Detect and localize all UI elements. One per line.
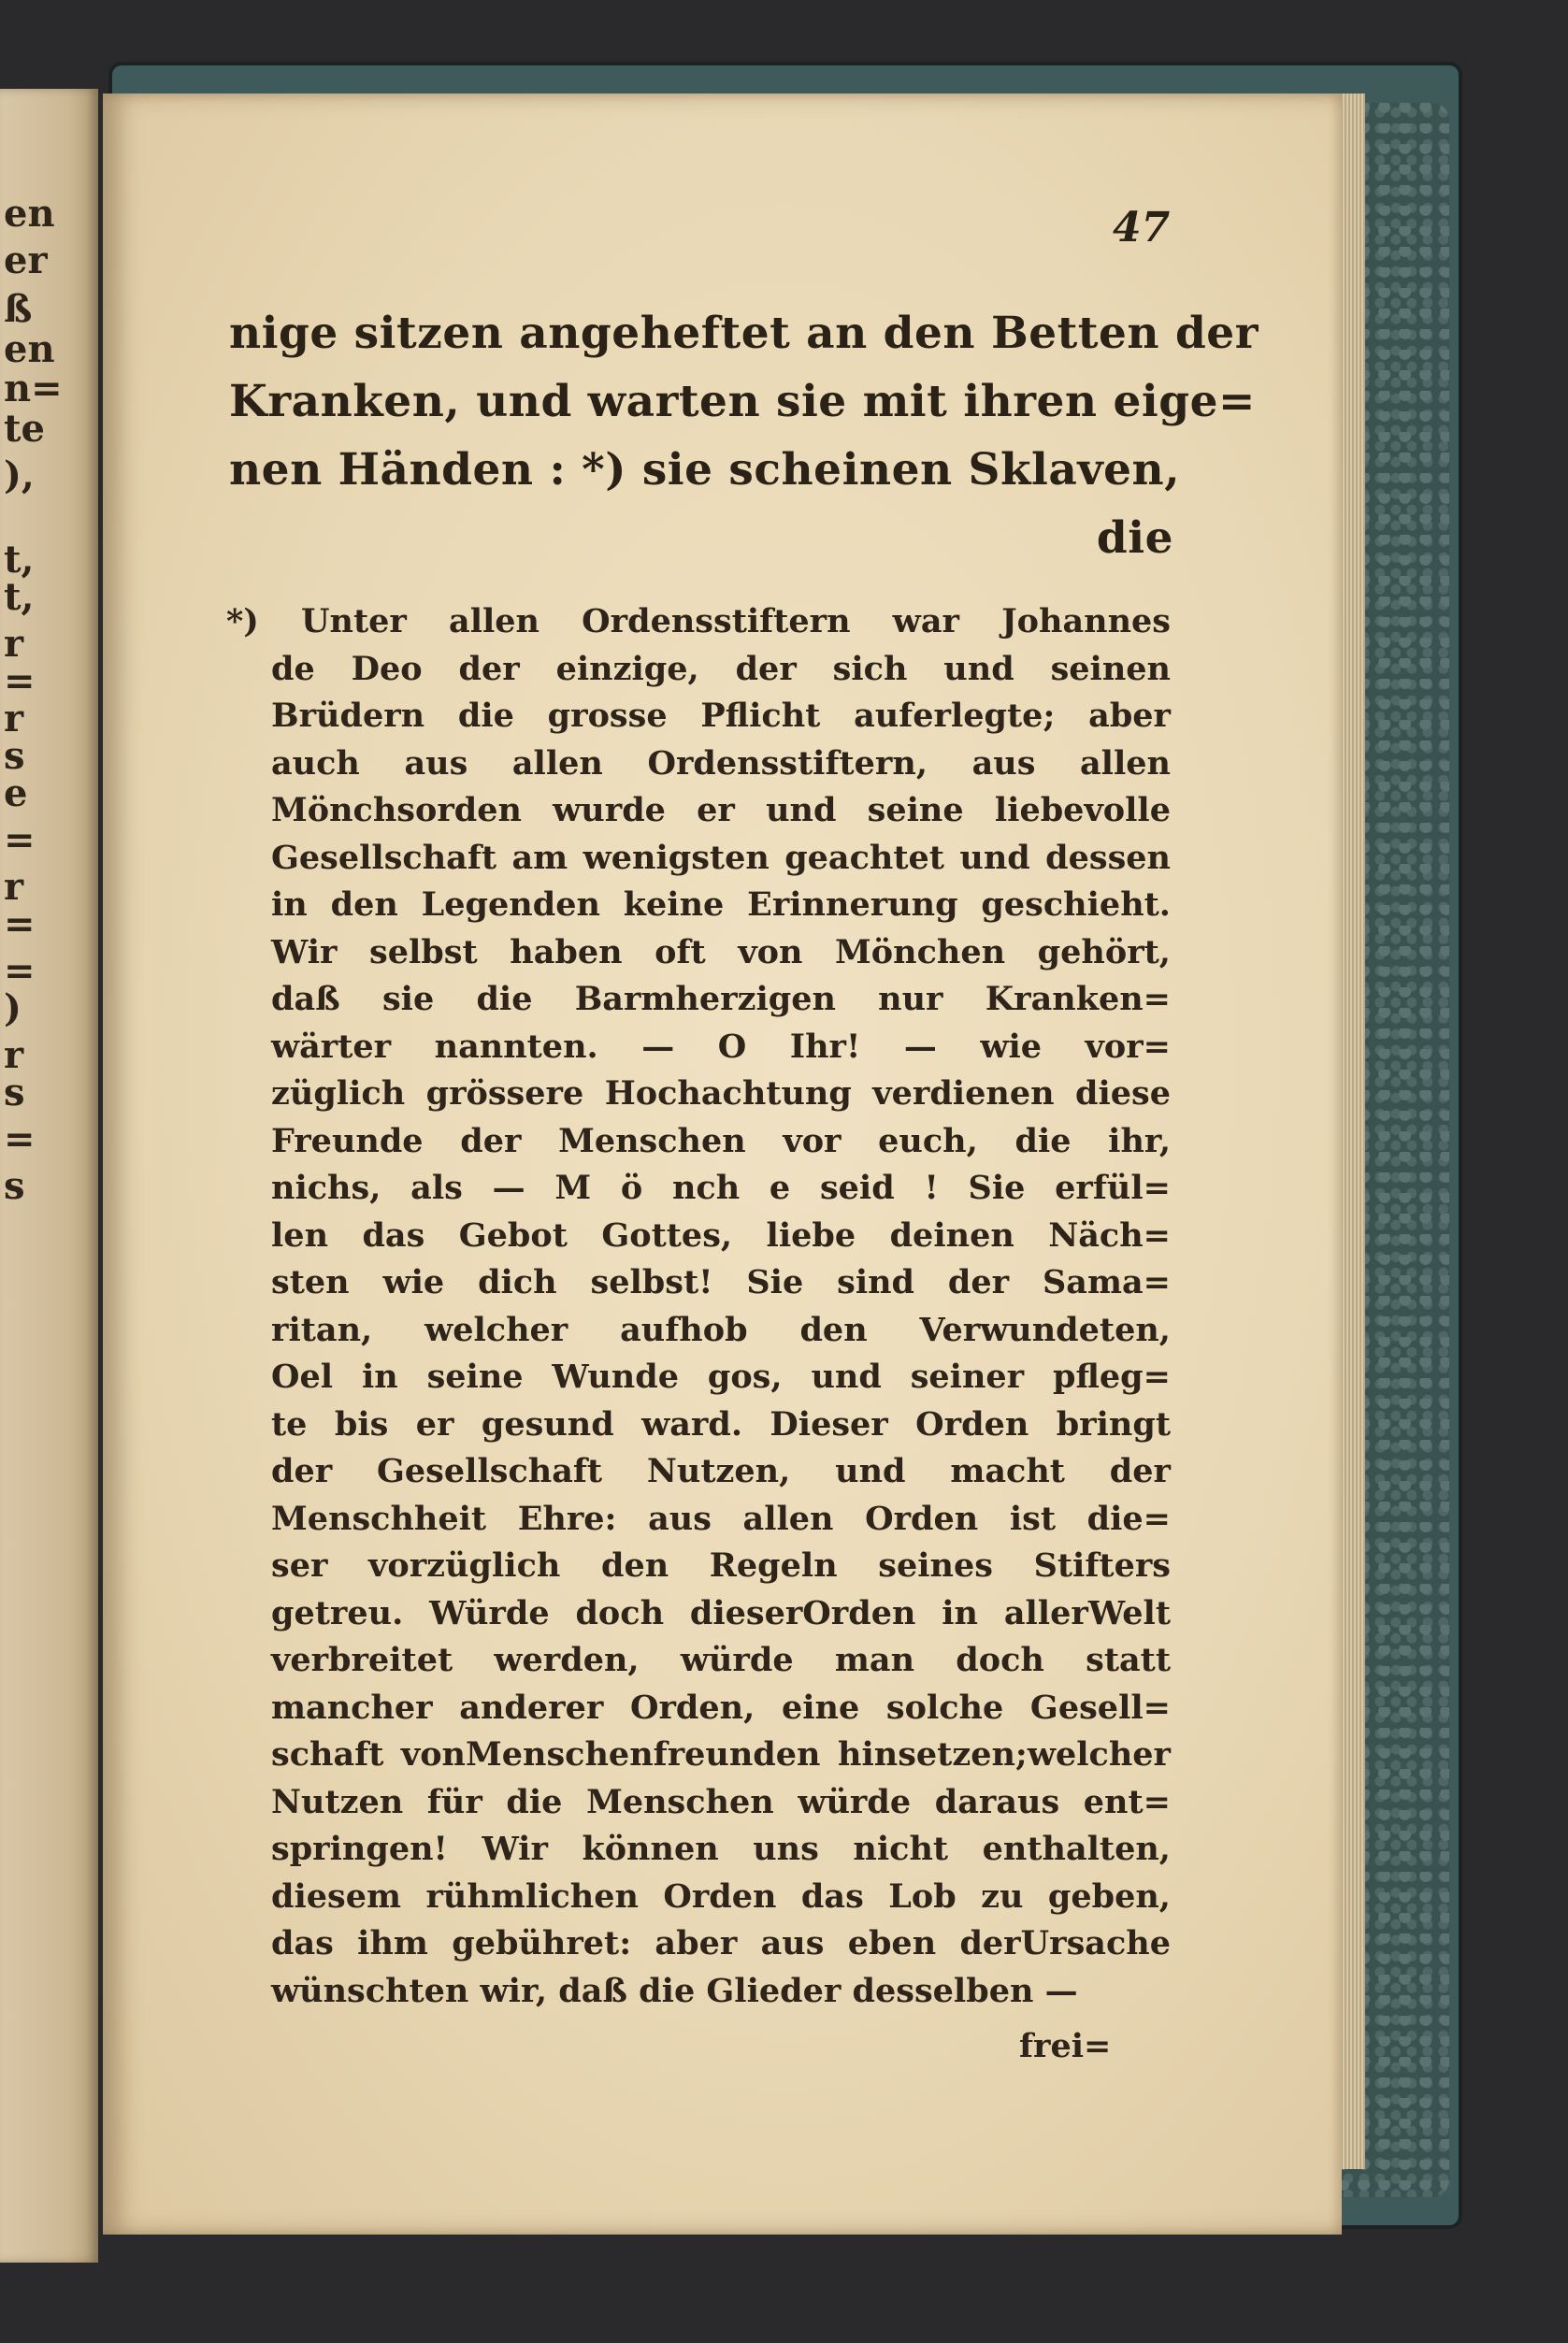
- footnote-line: Oel in seine Wunde gos, und seiner pfleg=: [271, 1358, 1171, 1396]
- prev-page-fragment: =: [4, 902, 36, 946]
- prev-page-fragment: =: [4, 818, 36, 862]
- prev-page-fragment: =: [4, 949, 36, 993]
- footnote-line: Freunde der Menschen vor euch, die ihr,: [271, 1121, 1171, 1160]
- prev-page-fragment: e: [4, 771, 28, 815]
- prev-page-fragment: ): [4, 986, 22, 1030]
- footnote-line: wünschten wir, daß die Glieder desselben —: [271, 1971, 1078, 2010]
- prev-page-fragment: ),: [4, 453, 35, 497]
- footnote-line: te bis er gesund ward. Dieser Orden bringt: [271, 1404, 1171, 1444]
- footnote-line: das ihm gebühret: aber aus eben derUrsache: [271, 1924, 1171, 1962]
- footnote-line: in den Legenden keine Erinnerung geschieht.: [271, 885, 1171, 924]
- footnote-line: len das Gebot Gottes, liebe deinen Näch=: [271, 1215, 1171, 1255]
- footnote-line: verbreitet werden, würde man doch statt: [271, 1641, 1171, 1679]
- footnote-line: de Deo der einzige, der sich und seinen: [271, 649, 1171, 688]
- prev-page-fragment: r: [4, 622, 24, 666]
- footnote-line: springen! Wir können uns nicht enthalten,: [271, 1830, 1171, 1868]
- prev-page-fragment: s: [4, 1071, 25, 1114]
- prev-page-fragment: n=: [4, 367, 63, 410]
- prev-page-fragment: =: [4, 1117, 36, 1161]
- text-line: die: [1096, 512, 1173, 564]
- prev-page-fragment: ß: [4, 287, 33, 331]
- catchword: frei=: [1019, 2027, 1112, 2065]
- prev-page-fragment: r: [4, 865, 24, 909]
- footnote-line: der Gesellschaft Nutzen, und macht der: [271, 1452, 1171, 1490]
- footnote-line: auch aus allen Ordensstiftern, aus allen: [271, 743, 1171, 783]
- footnote-line: Mönchsorden wurde er und seine liebevolle: [271, 791, 1171, 829]
- text-line: Kranken, und warten sie mit ihren eige=: [229, 376, 1256, 427]
- prev-page-fragment: s: [4, 734, 25, 778]
- footnote: [226, 598, 1171, 2015]
- previous-page-edge: [0, 89, 98, 2263]
- footnote-line: ser vorzüglich den Regeln seines Stifters: [271, 1546, 1171, 1585]
- footnote-line: Wir selbst haben oft von Mönchen gehört,: [271, 932, 1171, 971]
- footnote-line: getreu. Würde doch dieserOrden in allerWelt: [271, 1593, 1171, 1632]
- prev-page-fragment: r: [4, 1033, 24, 1077]
- footnote-line: sten wie dich selbst! Sie sind der Sama=: [271, 1263, 1171, 1301]
- prev-page-fragment: te: [4, 407, 45, 451]
- footnote-line: schaft vonMenschenfreunden hinsetzen;welcher: [271, 1735, 1171, 1774]
- footnote-line: Menschheit Ehre: aus allen Orden ist die=: [271, 1499, 1171, 1538]
- footnote-line: ritan, welcher aufhob den Verwundeten,: [271, 1310, 1171, 1349]
- footnote-line: Gesellschaft am wenigsten geachtet und dessen: [271, 838, 1171, 877]
- footnote-line: wärter nannten. — O Ihr! — wie vor=: [271, 1027, 1171, 1066]
- footnote-line: daß sie die Barmherzigen nur Kranken=: [271, 980, 1171, 1018]
- footnote-line: *) Unter allen Ordensstiftern war Johannes: [226, 602, 1171, 640]
- prev-page-fragment: t,: [4, 575, 35, 619]
- footnote-line: nichs, als — M ö nch e seid ! Sie erfül=: [271, 1169, 1171, 1207]
- footnote-line: mancher anderer Orden, eine solche Gesell=: [271, 1688, 1171, 1727]
- prev-page-fragment: er: [4, 238, 48, 282]
- text-line: nige sitzen angeheftet an den Betten der: [229, 308, 1259, 359]
- footnote-line: diesem rühmlichen Orden das Lob zu geben,: [271, 1876, 1171, 1916]
- prev-page-fragment: en: [4, 327, 55, 371]
- prev-page-fragment: s: [4, 1164, 25, 1208]
- footnote-line: Nutzen für die Menschen würde daraus ent=: [271, 1782, 1171, 1821]
- prev-page-fragment: =: [4, 659, 36, 703]
- footnote-line: Brüdern die grosse Pflicht auferlegte; aber: [271, 697, 1171, 735]
- text-line: nen Händen : *) sie scheinen Sklaven,: [229, 444, 1181, 496]
- main-text: [229, 299, 1259, 572]
- prev-page-fragment: en: [4, 192, 55, 236]
- footnote-line: züglich grössere Hochachtung verdienen diese: [271, 1074, 1171, 1113]
- prev-page-fragment: t,: [4, 538, 35, 582]
- prev-page-fragment: r: [4, 697, 24, 740]
- page-number: 47: [1113, 204, 1171, 252]
